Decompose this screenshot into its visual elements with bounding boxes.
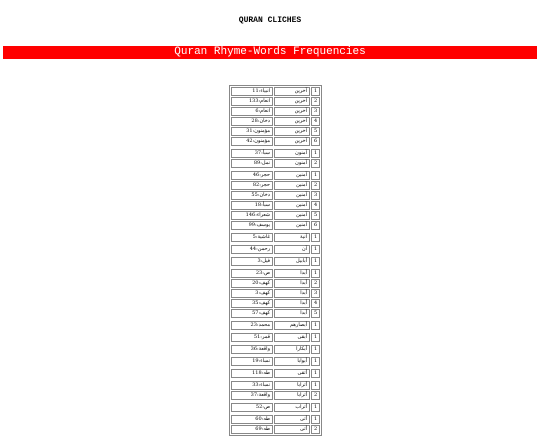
separator-cell: [231, 413, 320, 414]
word-cell: أبدا: [274, 289, 310, 298]
ref-cell: ص:52: [231, 403, 273, 412]
ref-cell: دخان:28: [231, 117, 273, 126]
group-separator: [231, 231, 320, 232]
count-cell: 1: [311, 321, 320, 330]
table-row: [231, 321, 320, 330]
word-cell: أبدا: [274, 309, 310, 318]
count-cell: 1: [311, 333, 320, 342]
table-row: [231, 245, 320, 254]
separator-cell: [231, 255, 320, 256]
word-cell: آمنون: [274, 149, 310, 158]
separator-cell: [231, 147, 320, 148]
table-row: [231, 333, 320, 342]
group-separator: [231, 267, 320, 268]
frequency-table-container: [229, 85, 322, 436]
word-cell: أبقى: [274, 333, 310, 342]
table-row: [231, 279, 320, 288]
count-cell: 4: [311, 299, 320, 308]
ref-cell: ص:23: [231, 269, 273, 278]
page-title: QURAN CLICHES: [238, 16, 302, 25]
word-cell: آخرين: [274, 97, 310, 106]
word-cell: أبدا: [274, 299, 310, 308]
count-cell: 3: [311, 191, 320, 200]
word-cell: أبدا: [274, 279, 310, 288]
ref-cell: كهف:57: [231, 309, 273, 318]
banner-heading: Quran Rhyme-Words Frequencies: [3, 46, 537, 59]
ref-cell: واقعة:36: [231, 345, 273, 354]
group-separator: [231, 367, 320, 368]
table-row: [231, 159, 320, 168]
count-cell: 1: [311, 269, 320, 278]
group-separator: [231, 319, 320, 320]
ref-cell: طه:118: [231, 369, 273, 378]
table-row: [231, 97, 320, 106]
word-cell: آمنين: [274, 181, 310, 190]
count-cell: 4: [311, 117, 320, 126]
word-cell: آمنين: [274, 211, 310, 220]
word-cell: آمنين: [274, 221, 310, 230]
separator-cell: [231, 267, 320, 268]
table-row: [231, 117, 320, 126]
word-cell: أبوابا: [274, 357, 310, 366]
group-separator: [231, 379, 320, 380]
word-cell: أبصارهم: [274, 321, 310, 330]
table-row: [231, 369, 320, 378]
word-cell: آمنين: [274, 171, 310, 180]
word-cell: أتراب: [274, 403, 310, 412]
table-row: [231, 233, 320, 242]
table-row: [231, 345, 320, 354]
count-cell: 2: [311, 181, 320, 190]
ref-cell: رحمن:44: [231, 245, 273, 254]
ref-cell: حجر:46: [231, 171, 273, 180]
separator-cell: [231, 331, 320, 332]
word-cell: أتى: [274, 415, 310, 424]
group-separator: [231, 243, 320, 244]
frequency-table: [229, 85, 322, 436]
table-row: [231, 87, 320, 96]
table-row: [231, 221, 320, 230]
count-cell: 1: [311, 345, 320, 354]
separator-cell: [231, 231, 320, 232]
table-row: [231, 201, 320, 210]
separator-cell: [231, 169, 320, 170]
ref-cell: نمل:89: [231, 159, 273, 168]
table-row: [231, 191, 320, 200]
ref-cell: غاشية:5: [231, 233, 273, 242]
word-cell: آن: [274, 245, 310, 254]
table-row: [231, 403, 320, 412]
table-row: [231, 425, 320, 434]
word-cell: آمنين: [274, 191, 310, 200]
count-cell: 1: [311, 87, 320, 96]
word-cell: آمنون: [274, 159, 310, 168]
word-cell: أبدا: [274, 269, 310, 278]
count-cell: 2: [311, 159, 320, 168]
ref-cell: كهف:20: [231, 279, 273, 288]
count-cell: 5: [311, 309, 320, 318]
group-separator: [231, 401, 320, 402]
word-cell: آنية: [274, 233, 310, 242]
separator-cell: [231, 243, 320, 244]
ref-cell: انعام:133: [231, 97, 273, 106]
count-cell: 2: [311, 279, 320, 288]
table-row: [231, 269, 320, 278]
table-row: [231, 137, 320, 146]
count-cell: 1: [311, 257, 320, 266]
group-separator: [231, 147, 320, 148]
count-cell: 1: [311, 415, 320, 424]
table-row: [231, 289, 320, 298]
table-row: [231, 107, 320, 116]
count-cell: 3: [311, 107, 320, 116]
word-cell: أترابا: [274, 391, 310, 400]
group-separator: [231, 255, 320, 256]
ref-cell: كهف:3: [231, 289, 273, 298]
word-cell: أبكارا: [274, 345, 310, 354]
count-cell: 1: [311, 171, 320, 180]
count-cell: 2: [311, 425, 320, 434]
table-row: [231, 381, 320, 390]
group-separator: [231, 169, 320, 170]
ref-cell: نساء:33: [231, 381, 273, 390]
table-row: [231, 257, 320, 266]
ref-cell: انعام:6: [231, 107, 273, 116]
separator-cell: [231, 343, 320, 344]
count-cell: 4: [311, 201, 320, 210]
count-cell: 1: [311, 149, 320, 158]
count-cell: 5: [311, 211, 320, 220]
table-row: [231, 211, 320, 220]
table-row: [231, 299, 320, 308]
table-row: [231, 415, 320, 424]
ref-cell: سبأ:18: [231, 201, 273, 210]
word-cell: آخرين: [274, 117, 310, 126]
separator-cell: [231, 355, 320, 356]
count-cell: 2: [311, 391, 320, 400]
word-cell: أتقى: [274, 369, 310, 378]
ref-cell: محمد:23: [231, 321, 273, 330]
count-cell: 1: [311, 381, 320, 390]
group-separator: [231, 413, 320, 414]
table-row: [231, 127, 320, 136]
word-cell: أترابا: [274, 381, 310, 390]
word-cell: آخرين: [274, 107, 310, 116]
group-separator: [231, 355, 320, 356]
ref-cell: سبأ:37: [231, 149, 273, 158]
word-cell: آخرين: [274, 87, 310, 96]
count-cell: 1: [311, 357, 320, 366]
ref-cell: واقعة:37: [231, 391, 273, 400]
separator-cell: [231, 379, 320, 380]
ref-cell: مؤمنون:42: [231, 137, 273, 146]
count-cell: 1: [311, 369, 320, 378]
ref-cell: حجر:82: [231, 181, 273, 190]
separator-cell: [231, 367, 320, 368]
table-row: [231, 309, 320, 318]
ref-cell: قمر:51: [231, 333, 273, 342]
separator-cell: [231, 401, 320, 402]
ref-cell: نساء:19: [231, 357, 273, 366]
word-cell: آخرين: [274, 137, 310, 146]
ref-cell: شعراء:146: [231, 211, 273, 220]
count-cell: 1: [311, 403, 320, 412]
count-cell: 2: [311, 97, 320, 106]
count-cell: 3: [311, 289, 320, 298]
table-row: [231, 181, 320, 190]
ref-cell: دخان:55: [231, 191, 273, 200]
count-cell: 1: [311, 245, 320, 254]
ref-cell: فيل:3: [231, 257, 273, 266]
table-row: [231, 357, 320, 366]
table-row: [231, 391, 320, 400]
word-cell: أتى: [274, 425, 310, 434]
group-separator: [231, 343, 320, 344]
group-separator: [231, 331, 320, 332]
ref-cell: يوسف:99: [231, 221, 273, 230]
separator-cell: [231, 319, 320, 320]
word-cell: أبابيل: [274, 257, 310, 266]
count-cell: 6: [311, 137, 320, 146]
count-cell: 1: [311, 233, 320, 242]
count-cell: 5: [311, 127, 320, 136]
ref-cell: كهف:35: [231, 299, 273, 308]
ref-cell: مؤمنون:31: [231, 127, 273, 136]
ref-cell: طه:69: [231, 425, 273, 434]
count-cell: 6: [311, 221, 320, 230]
ref-cell: انبياء:11: [231, 87, 273, 96]
ref-cell: طه:60: [231, 415, 273, 424]
word-cell: آمنين: [274, 201, 310, 210]
word-cell: آخرين: [274, 127, 310, 136]
table-row: [231, 171, 320, 180]
table-row: [231, 149, 320, 158]
